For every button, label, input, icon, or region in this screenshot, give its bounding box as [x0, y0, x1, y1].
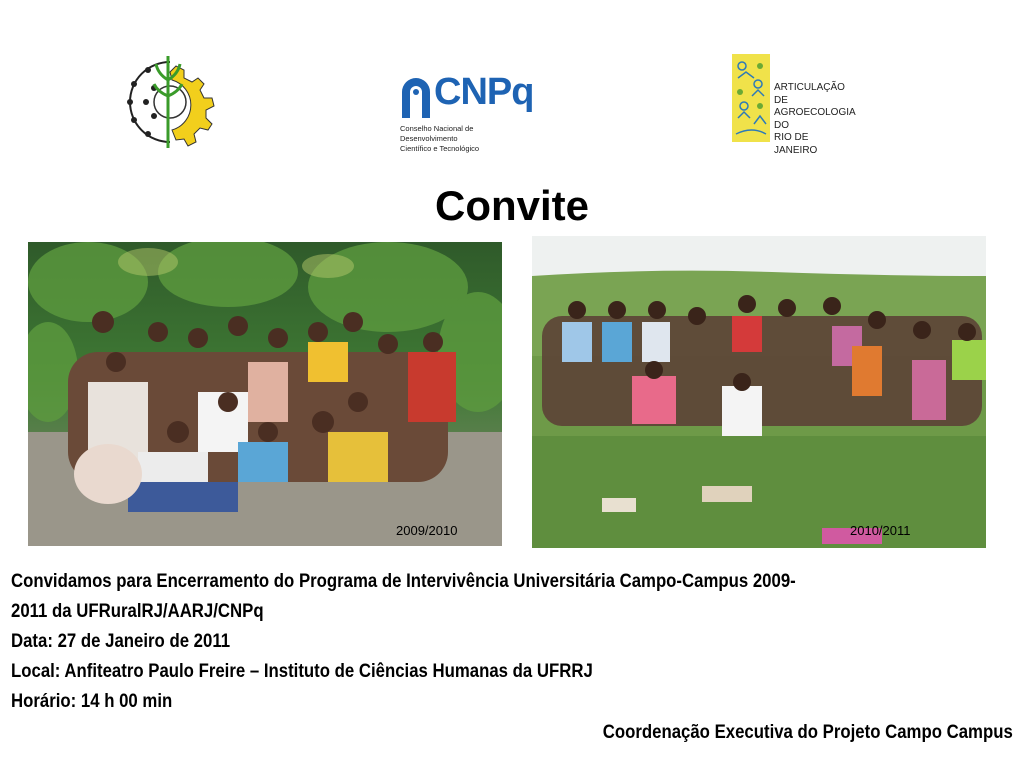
cnpq-logo	[398, 70, 534, 153]
signature: Coordenação Executiva do Projeto Campo Campus	[602, 721, 1013, 743]
aarj-name: ARTICULAÇÃO DE AGROECOLOGIA DO RIO DE JANEIRO	[774, 82, 856, 156]
group-photo-2010-2011	[532, 236, 986, 548]
photo-caption-2009-2010: 2009/2010	[396, 523, 458, 538]
cnpq-subtitle: Conselho Nacional de Desenvolvimento Científico e Tecnológico	[400, 124, 480, 153]
cnpq-emblem-icon	[398, 70, 434, 120]
location-line: Local: Anfiteatro Paulo Freire – Instituto de Ciências Humanas da UFRRJ	[11, 660, 593, 682]
invitation-line: 2011 da UFRuralRJ/AARJ/CNPq	[11, 600, 264, 622]
ufrrj-logo	[118, 50, 218, 154]
time-line: Horário: 14 h 00 min	[11, 690, 173, 712]
aarj-emblem-icon	[732, 54, 770, 142]
invitation-line: Convidamos para Encerramento do Programa de Intervivência Universitária Campo-Campus 2009-	[11, 570, 796, 592]
date-line: Data: 27 de Janeiro de 2011	[11, 630, 231, 652]
page-title: Convite	[434, 182, 589, 229]
group-photo-2009-2010	[28, 242, 502, 546]
invitation-text	[11, 566, 1015, 716]
cnpq-wordmark: CNPq	[434, 71, 534, 113]
photo-caption-2010-2011: 2010/2011	[850, 523, 911, 538]
aarj-logo	[732, 54, 858, 156]
